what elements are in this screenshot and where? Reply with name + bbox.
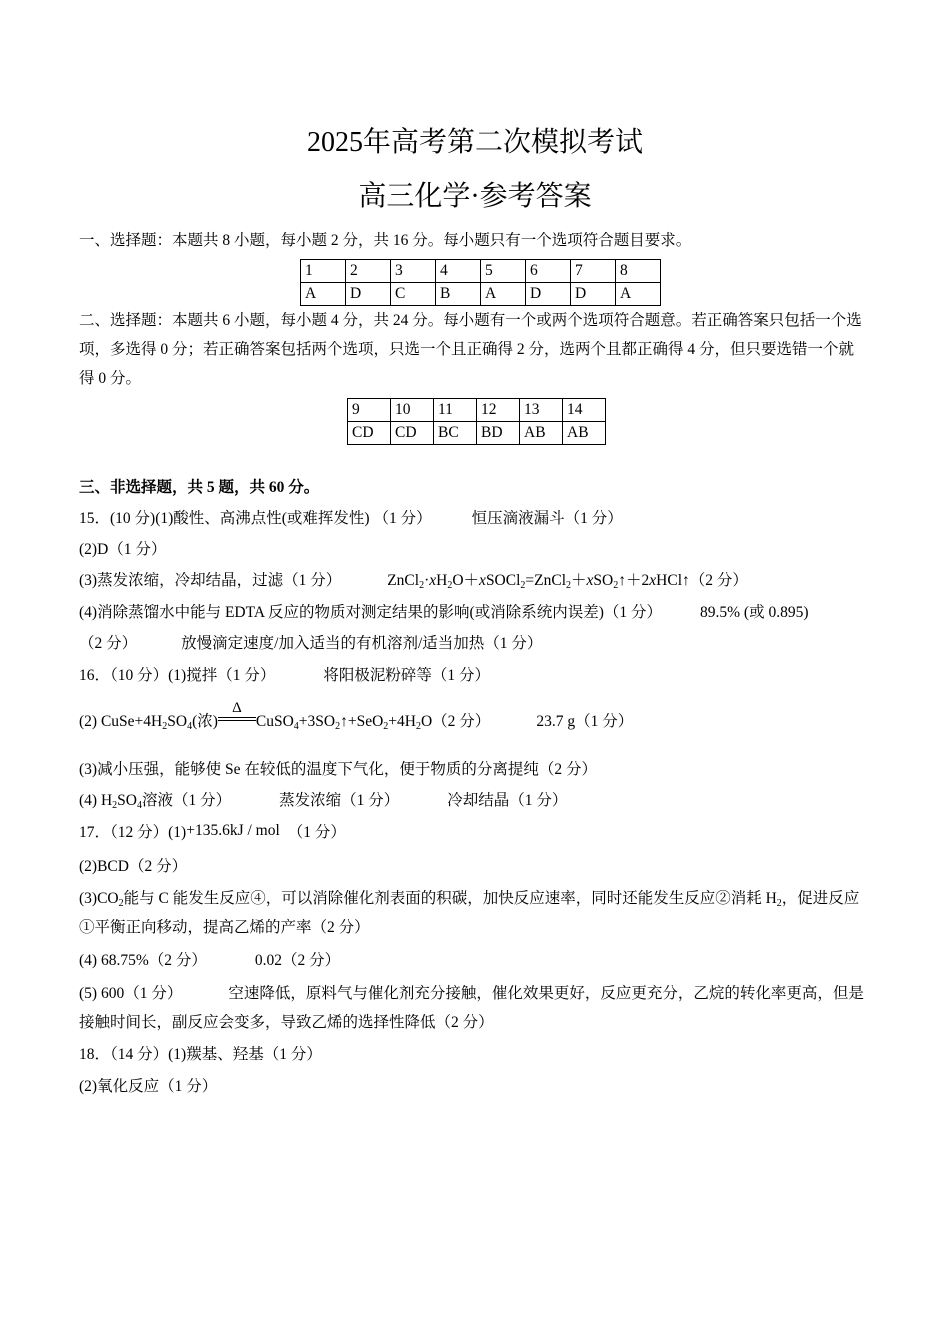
q17-line5 xyxy=(79,979,869,1037)
q15-part4-b: 89.5% (或 0.895) xyxy=(700,604,809,621)
table-cell: AB xyxy=(520,422,563,445)
table-cell: D xyxy=(571,283,616,306)
q17-line4 xyxy=(79,950,879,972)
q16-part2-b: 23.7 g（1 分） xyxy=(536,713,634,730)
table-cell: B xyxy=(436,283,481,306)
q17-line1 xyxy=(79,822,879,844)
q15-part4: (4)消除蒸馏水中能与 EDTA 反应的物质对测定结果的影响(或消除系统内误差)（1 分） xyxy=(79,604,663,621)
section3-heading: 三、非选择题，共 5 题，共 60 分。 xyxy=(79,479,320,496)
q16-part4-b: 蒸发浓缩（1 分） xyxy=(279,792,400,809)
table-cell: 14 xyxy=(563,399,606,422)
table-cell: 13 xyxy=(520,399,563,422)
q17-line3: $(3)CO_2$能与 C 能发生反应④，可以消除催化剂表面的积碳，加快反应速率，同时还能发生反应②消耗 $H_2$，促进反应①平衡正向移动，提高乙烯的产率（2 分） xyxy=(79,890,860,936)
q15-line4 xyxy=(79,602,879,624)
section2-heading: 二、选择题：本题共 6 小题，每小题 4 分，共 24 分。每小题有一个或两个选项符合题意。若正确答案只包括一个选项，多选得 0 分；若正确答案包括两个选项，只选一个且正确得 2 分，选两个且都正确得 4 分，但只要选错一个就得 0 分。 xyxy=(79,312,862,387)
table-cell: BD xyxy=(477,422,520,445)
table-cell: D xyxy=(526,283,571,306)
table-cell: C xyxy=(391,283,436,306)
q17-part1: 17．（12 分）(1) xyxy=(79,824,187,841)
table-cell: 11 xyxy=(434,399,477,422)
q16-part4-c: 冷却结晶（1 分） xyxy=(447,792,568,809)
table-cell: 12 xyxy=(477,399,520,422)
q15-equation: $ZnCl_2\cdot xH_2O+xSOCl_2=ZnCl_2+xSO_2↑+2xHCl↑(2$ 分） xyxy=(387,572,748,591)
q15-part4-c: 放慢滴定速度/加入适当的有机溶剂/适当加热（1 分） xyxy=(181,635,543,652)
table-cell: A xyxy=(301,283,346,306)
q15-line3 xyxy=(79,570,879,592)
q18-line2: (2)氧化反应（1 分） xyxy=(79,1078,218,1095)
q15-line1 xyxy=(79,508,879,530)
table-cell: 3 xyxy=(391,260,436,283)
table-cell: BC xyxy=(434,422,477,445)
q15-part3: (3)蒸发浓缩，冷却结晶，过滤（1 分） xyxy=(79,572,342,589)
q16-part1: 16．（10 分）(1)搅拌（1 分） xyxy=(79,667,276,684)
table-row xyxy=(301,283,661,306)
q16-line3: (3)减小压强，能够使 Se 在较低的温度下气化，便于物质的分离提纯（2 分） xyxy=(79,761,597,778)
q17-enthalpy: +135.6kJ / mol xyxy=(186,822,280,839)
table-row xyxy=(348,422,606,445)
q17-part4-b: 0.02（2 分） xyxy=(254,952,341,969)
table-row xyxy=(301,260,661,283)
table-cell: 2 xyxy=(346,260,391,283)
table-cell: 7 xyxy=(571,260,616,283)
table-cell: 8 xyxy=(616,260,661,283)
q17-part1-score: （1 分） xyxy=(287,824,346,841)
q16-line1 xyxy=(79,665,879,687)
q15-part1-b: 恒压滴液漏斗（1 分） xyxy=(471,510,623,527)
q16-line4 xyxy=(79,790,879,812)
table-cell: 4 xyxy=(436,260,481,283)
q15-line5 xyxy=(79,633,879,655)
q16-line2 xyxy=(79,700,879,733)
table-cell: AB xyxy=(563,422,606,445)
q15-part1: 15．(10 分)(1)酸性、高沸点性(或难挥发性) （1 分） xyxy=(79,510,432,527)
q16-equation: (2) $CuSe+4H_2SO_4$(浓) Δ $CuSO_4+3SO_2↑+SeO_2+4H_2O(2$ 分） xyxy=(79,700,491,732)
exam-subtitle: 高三化学·参考答案 xyxy=(358,181,592,212)
table-cell: A xyxy=(481,283,526,306)
table-cell: 1 xyxy=(301,260,346,283)
table-cell: CD xyxy=(348,422,391,445)
table-cell: A xyxy=(616,283,661,306)
table-cell: 10 xyxy=(391,399,434,422)
table-cell: 9 xyxy=(348,399,391,422)
table-cell: D xyxy=(346,283,391,306)
q17-part5-b: 空速降低，原料气与催化剂充分接触，催化效果更好，反应更充分，乙烷的转化率更高，但是接触时间长，副反应会变多，导致乙烯的选择性降低（2 分） xyxy=(79,985,864,1031)
table-cell: CD xyxy=(391,422,434,445)
q16-part1-b: 将阳极泥粉碎等（1 分） xyxy=(323,667,490,684)
exam-title: 2025年高考第二次模拟考试 xyxy=(306,127,643,158)
table-cell: 6 xyxy=(526,260,571,283)
q16-part4: (4) $H_2SO_4$溶液（1 分） xyxy=(79,792,232,811)
table-cell: 5 xyxy=(481,260,526,283)
section2-answer-table xyxy=(347,398,606,445)
q17-line2: (2)BCD（2 分） xyxy=(79,858,188,875)
q18-line1: 18．（14 分）(1)羰基、羟基（1 分） xyxy=(79,1046,322,1063)
q17-part4: (4) 68.75%（2 分） xyxy=(79,952,207,969)
heat-condition-sign: Δ xyxy=(218,711,256,733)
table-row xyxy=(348,399,606,422)
q17-part5: (5) 600（1 分） xyxy=(79,985,183,1002)
section1-heading: 一、选择题：本题共 8 小题，每小题 2 分，共 16 分。每小题只有一个选项符合题目要求。 xyxy=(79,232,692,249)
section1-answer-table xyxy=(300,259,661,306)
q15-part4-score: （2 分） xyxy=(79,635,138,652)
q15-line2: (2)D（1 分） xyxy=(79,541,167,558)
